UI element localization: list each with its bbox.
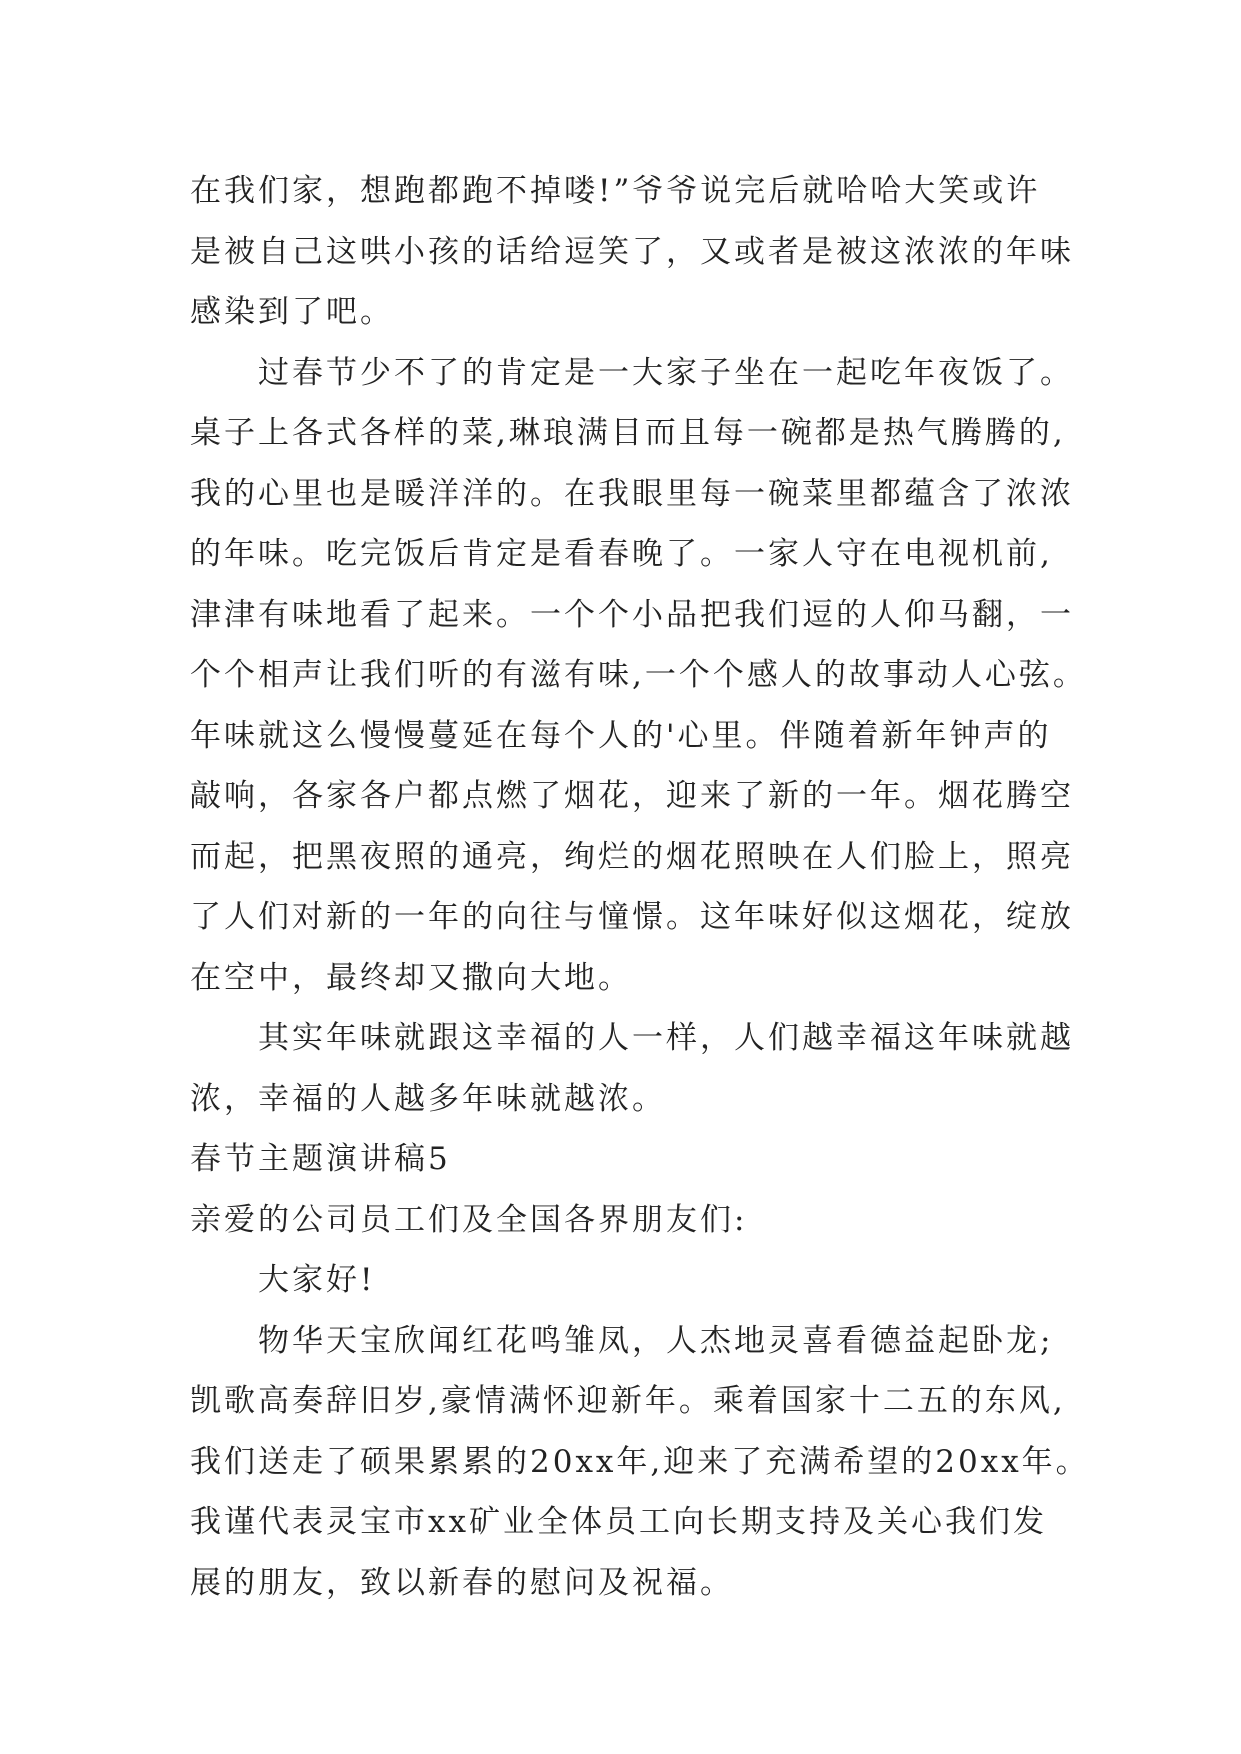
text-line: 在我们家，想跑都跑不掉喽!”爷爷说完后就哈哈大笑或许 <box>190 173 1041 209</box>
text-line: 过春节少不了的肯定是一大家子坐在一起吃年夜饭了。 <box>258 354 1074 391</box>
text-line: 我的心里也是暖洋洋的。在我眼里每一碗菜里都蕴含了浓浓 <box>190 475 1074 512</box>
text-line: 的年味。吃完饭后肯定是看春晚了。一家人守在电视机前, <box>190 536 1053 572</box>
text-line: 而起，把黑夜照的通亮，绚烂的烟花照映在人们脸上，照亮 <box>190 838 1074 875</box>
text-line: 我谨代表灵宝市xx矿业全体员工向长期支持及关心我们发 <box>190 1504 1047 1540</box>
heading-text: 春节主题演讲稿5 <box>190 1141 451 1177</box>
section-heading <box>190 1129 1070 1190</box>
paragraph-1 <box>190 161 1074 343</box>
salutation-text: 亲爱的公司员工们及全国各界朋友们: <box>190 1201 748 1238</box>
text-line: 感染到了吧。 <box>190 294 394 330</box>
text-line: 我们送走了硕果累累的20xx年,迎来了充满希望的20xx年。 <box>190 1443 1090 1480</box>
salutation <box>190 1190 1070 1251</box>
greeting-text: 大家好! <box>258 1262 376 1298</box>
text-line: 了人们对新的一年的向往与憧憬。这年味好似这烟花，绽放 <box>190 899 1074 935</box>
text-line: 物华天宝欣闻红花鸣雏凤，人杰地灵喜看德益起卧龙; <box>258 1322 1054 1359</box>
text-line: 敲响，各家各户都点燃了烟花，迎来了新的一年。烟花腾空 <box>190 778 1074 814</box>
paragraph-4 <box>190 1311 1090 1614</box>
text-line: 凯歌高奏辞旧岁,豪情满怀迎新年。乘着国家十二五的东风, <box>190 1383 1066 1419</box>
text-line: 展的朋友，致以新春的慰问及祝福。 <box>190 1564 734 1601</box>
text-line: 津津有味地看了起来。一个个小品把我们逗的人仰马翻，一 <box>190 596 1074 633</box>
text-line: 桌子上各式各样的菜,琳琅满目而且每一碗都是热气腾腾的, <box>190 415 1066 451</box>
paragraph-2 <box>190 343 1087 1009</box>
text-line: 在空中，最终却又撒向大地。 <box>190 959 632 996</box>
text-line: 浓，幸福的人越多年味就越浓。 <box>190 1080 666 1117</box>
greeting <box>190 1250 1070 1311</box>
text-line: 年味就这么慢慢蔓延在每个人的'心里。伴随着新年钟声的 <box>190 717 1052 754</box>
paragraph-3 <box>190 1008 1074 1129</box>
text-line: 其实年味就跟这幸福的人一样，人们越幸福这年味就越 <box>258 1020 1074 1056</box>
text-line: 是被自己这哄小孩的话给逗笑了，又或者是被这浓浓的年味 <box>190 233 1074 270</box>
text-line: 个个相声让我们听的有滋有味,一个个感人的故事动人心弦。 <box>190 657 1087 693</box>
document-body <box>190 161 1090 1613</box>
